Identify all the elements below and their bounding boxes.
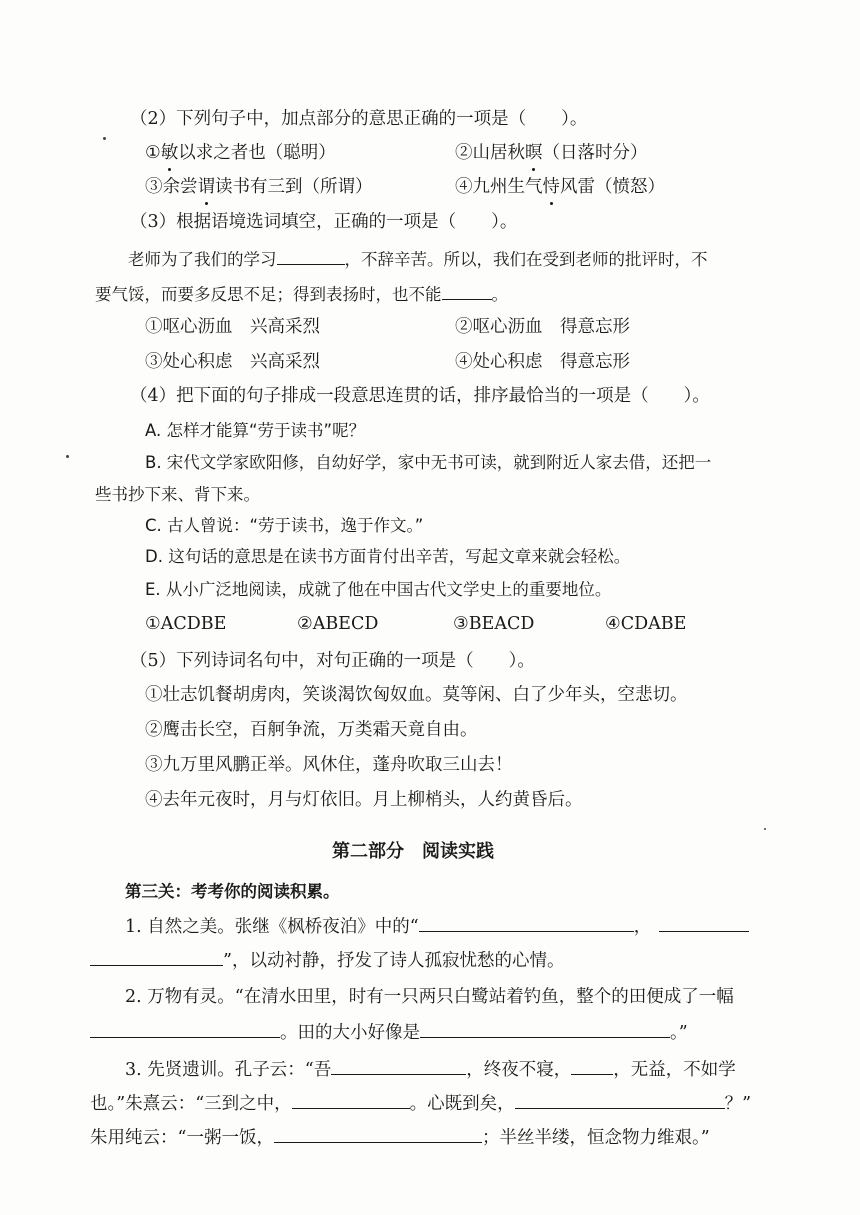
- q5-option-3: ③九万里风鹏正举。风休住，蓬舟吹取三山去！: [145, 755, 513, 775]
- fill-blank[interactable]: [292, 1090, 410, 1109]
- fill-blank[interactable]: [419, 913, 634, 932]
- q3-option-3: ③处心积虑 兴高采烈: [145, 352, 320, 372]
- q2-option-4: ④九州生气恃风雷（愤怒）: [455, 177, 665, 197]
- q4-stem: （4）把下面的句子排成一段意思连贯的话，排序最恰当的一项是（ ）。: [130, 386, 710, 406]
- fill-blank[interactable]: [659, 913, 749, 932]
- part2-title: 第二部分 阅读实践: [332, 841, 494, 862]
- q5-option-2: ②鹰击长空，百舸争流，万类霜天竟自由。: [145, 720, 478, 740]
- scan-speck: [764, 828, 766, 830]
- scan-speck: [103, 137, 106, 140]
- q4-option-2: ②ABECD: [297, 614, 379, 634]
- fill-blank[interactable]: [90, 947, 223, 966]
- q4-option-4: ④CDABE: [605, 614, 687, 634]
- q2-option-2: ②山居秋暝（日落时分）: [455, 143, 648, 163]
- reading-q1-line-1: 1. 自然之美。张继《枫桥夜泊》中的“ ，: [125, 913, 749, 939]
- reading-q2-line-1: 2. 万物有灵。“在清水田里，时有一只两只白鹭站着钓鱼，整个的田便成了一幅: [125, 987, 734, 1007]
- q4-sentence-b-line-2: 些书抄下来、背下来。: [95, 485, 260, 504]
- reading-q3-line-1: 3. 先贤遗训。孔子云：“吾 ，终夜不寝， ，无益，不如学: [125, 1056, 736, 1082]
- q4-sentence-b-line-1: B. 宋代文学家欧阳修，自幼好学，家中无书可读，就到附近人家去借，还把一: [145, 453, 712, 472]
- reading-q3-line-2: 也。”朱熹云：“三到之中， 。心既到矣， ？”: [90, 1090, 751, 1116]
- q3-option-4: ④处心积虑 得意忘形: [455, 352, 630, 372]
- q4-sentence-e: E. 从小广泛地阅读，成就了他在中国古代文学史上的重要地位。: [145, 580, 612, 599]
- fill-blank[interactable]: [515, 1090, 725, 1109]
- q5-option-1: ①壮志饥餐胡虏肉，笑谈渴饮匈奴血。莫等闲、白了少年头，空悲切。: [145, 685, 688, 705]
- fill-blank[interactable]: [331, 1056, 466, 1075]
- q5-option-4: ④去年元夜时，月与灯依旧。月上柳梢头，人约黄昏后。: [145, 790, 583, 810]
- fill-blank[interactable]: [277, 246, 345, 265]
- q4-option-3: ③BEACD: [453, 614, 535, 634]
- q3-passage-line-1: 老师为了我们的学习 ，不辞辛苦。所以，我们在受到老师的批评时，不: [128, 246, 708, 272]
- q4-sentence-d: D. 这句话的意思是在读书方面肯付出辛苦，写起文章来就会轻松。: [145, 547, 631, 566]
- fill-blank[interactable]: [442, 281, 492, 300]
- q3-passage-line-2: 要气馁，而要多反思不足；得到表扬时，也不能 。: [95, 281, 508, 307]
- reading-q2-line-2: 。田的大小好像是 。”: [90, 1019, 688, 1045]
- fill-blank[interactable]: [274, 1124, 482, 1143]
- reading-q1-line-2: ”，以动衬静，抒发了诗人孤寂忧愁的心情。: [90, 947, 564, 973]
- fill-blank[interactable]: [420, 1019, 670, 1038]
- q3-option-2: ②呕心沥血 得意忘形: [455, 317, 630, 337]
- level3-heading: 第三关：考考你的阅读积累。: [125, 882, 340, 901]
- q3-stem: （3）根据语境选词填空，正确的一项是（ ）。: [130, 212, 518, 232]
- q4-sentence-a: A. 怎样才能算“劳于读书”呢？: [145, 421, 366, 440]
- q3-option-1: ①呕心沥血 兴高采烈: [145, 317, 320, 337]
- q4-sentence-c: C. 古人曾说：“劳于读书，逸于作文。”: [145, 516, 424, 535]
- scan-speck: [66, 455, 69, 458]
- q5-stem: （5）下列诗词名句中，对句正确的一项是（ ）。: [130, 651, 535, 671]
- q4-option-1: ①ACDBE: [145, 614, 227, 634]
- reading-q3-line-3: 朱用纯云：“一粥一饭， ；半丝半缕，恒念物力维艰。”: [90, 1124, 710, 1150]
- q2-option-1: ①敏以求之者也（聪明）: [145, 143, 336, 163]
- q2-stem: （2）下列句子中，加点部分的意思正确的一项是（ ）。: [130, 109, 588, 129]
- q2-option-3: ③余尝谓读书有三到（所谓）: [145, 177, 373, 197]
- fill-blank[interactable]: [571, 1056, 613, 1075]
- fill-blank[interactable]: [90, 1019, 280, 1038]
